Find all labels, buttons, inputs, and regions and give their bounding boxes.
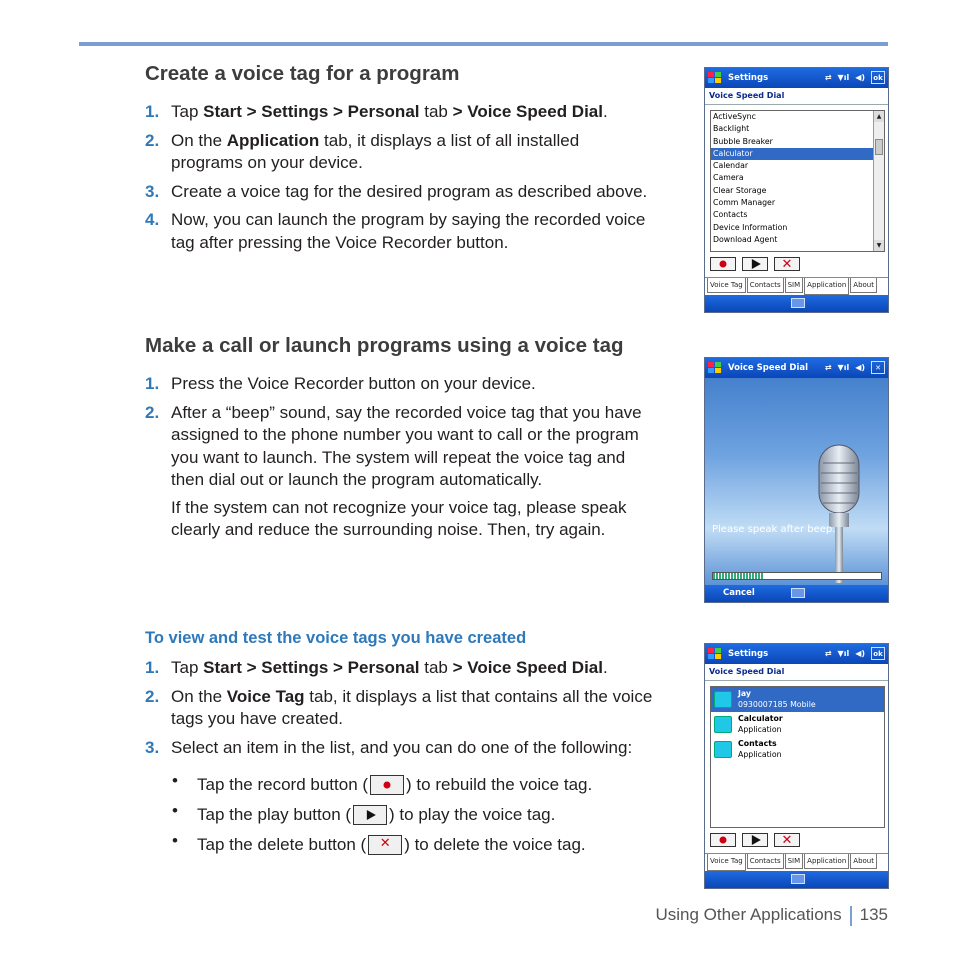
list-item[interactable]: Comm Manager: [713, 198, 776, 208]
step-text: Application: [226, 130, 320, 150]
step-text: .: [602, 102, 608, 121]
tab-voice-tag[interactable]: Voice Tag: [707, 854, 746, 871]
voice-tag-icon: [714, 691, 732, 708]
tab-contacts[interactable]: Contacts: [747, 854, 784, 869]
scrollbar[interactable]: ▲ ▼: [873, 111, 884, 251]
step-text: .: [602, 658, 608, 677]
title-bar: Voice Speed Dial ⇄ ▼ıl ◀) ✕: [705, 358, 888, 378]
signal-icon: ▼ıl: [837, 73, 850, 82]
steps-create-voice-tag: [145, 101, 655, 260]
close-icon[interactable]: ✕: [871, 361, 885, 374]
heading-create-voice-tag: Create a voice tag for a program: [145, 62, 460, 85]
tag-detail: Application: [738, 725, 782, 734]
list-item: [145, 737, 685, 760]
signal-icon: ▼ıl: [837, 649, 850, 658]
delete-button[interactable]: ✕: [774, 257, 800, 271]
list-item: 2. After a “beep” sound, say the recorded voice tag that you have assigned to the phone number you want to call or the program you want to launch. The system will repeat the voice tag and then dial out or launch the program automatically. If the system can not recognize your voice tag, please speak clearly and reduce the surrounding noise. Then, try again.: [145, 402, 655, 542]
list-item[interactable]: [711, 687, 884, 712]
steps-view-test: [145, 657, 685, 765]
tab-about[interactable]: About: [850, 278, 877, 293]
signal-icon: ▼ıl: [837, 363, 850, 372]
step-text: tab: [419, 102, 453, 121]
step-number: 3.: [145, 181, 160, 201]
step-text: tab, it displays a list that contains all the voice tags you have created.: [171, 686, 653, 728]
windows-flag-icon: [708, 362, 722, 374]
tag-name: Jay: [738, 689, 752, 698]
step-text: Voice Tag: [226, 686, 305, 706]
step-text: Start > Settings > Personal: [203, 102, 420, 121]
progress-bar: [712, 572, 882, 580]
step-text: Tap: [171, 658, 204, 677]
step-text: tab, it displays a list of all installed programs on your device.: [171, 130, 580, 172]
tag-detail: 0930007185 Mobile: [738, 700, 816, 709]
steps-make-call: [145, 373, 655, 548]
speaker-icon: ◀): [855, 649, 865, 658]
delete-button[interactable]: ✕: [774, 833, 800, 847]
list-item[interactable]: Bubble Breaker: [713, 136, 773, 146]
tab-application[interactable]: Application: [804, 854, 849, 869]
record-button[interactable]: [710, 833, 736, 847]
menu-bar: [705, 871, 888, 888]
heading-make-call: Make a call or launch programs using a voice tag: [145, 334, 624, 357]
subtitle: Voice Speed Dial: [705, 88, 888, 105]
list-item[interactable]: Device Information: [713, 222, 788, 232]
cancel-button[interactable]: Cancel: [723, 588, 755, 598]
microphone-icon: [805, 433, 875, 583]
step-text: Select an item in the list, and you can do one of the following:: [171, 737, 633, 757]
record-button-icon: [370, 775, 404, 795]
list-item: [145, 130, 655, 175]
heading-view-test: To view and test the voice tags you have created: [145, 629, 527, 647]
title-bar: Settings ⇄ ▼ıl ◀) ok: [705, 68, 888, 88]
connectivity-icon: ⇄: [824, 649, 832, 658]
list-item: [145, 101, 655, 124]
ok-button[interactable]: ok: [871, 647, 885, 660]
list-item[interactable]: Camera: [713, 173, 744, 183]
step-number: 1.: [145, 658, 160, 677]
tab-sim[interactable]: SIM: [785, 278, 804, 293]
tab-strip: [705, 853, 889, 870]
windows-flag-icon: [708, 72, 722, 84]
speaker-icon: ◀): [855, 73, 865, 82]
page-footer: Using Other Applications 135: [655, 905, 888, 924]
tab-strip: [705, 277, 889, 294]
step-text: On the: [171, 686, 227, 706]
play-button[interactable]: [742, 833, 768, 847]
tab-contacts[interactable]: Contacts: [747, 278, 784, 293]
step-number: 2.: [145, 686, 160, 706]
tab-sim[interactable]: SIM: [785, 854, 804, 869]
ok-button[interactable]: ok: [871, 71, 885, 84]
tag-name: Contacts: [738, 739, 777, 748]
list-item: 1. Press the Voice Recorder button on your device.: [145, 374, 536, 393]
keyboard-icon[interactable]: [791, 588, 805, 598]
bullet-record: • Tap the record button ( ) to rebuild the voice tag.: [172, 771, 593, 794]
voice-tag-icon: [714, 716, 732, 733]
step-text: > Voice Speed Dial: [452, 658, 603, 677]
menu-bar: [705, 295, 888, 312]
list-item[interactable]: Clear Storage: [713, 185, 767, 195]
play-button-icon: [353, 805, 387, 825]
step-text: On the: [171, 130, 227, 150]
button-bullets: [172, 770, 692, 860]
list-item: [145, 686, 685, 731]
voice-tag-icon: [714, 741, 732, 758]
step-text: Now, you can launch the program by saying the recorded voice tag after pressing the Voice Recorder button.: [171, 210, 646, 252]
page-number: 135: [859, 905, 888, 924]
list-item[interactable]: [711, 712, 884, 737]
list-item: [145, 181, 655, 204]
tab-voice-tag[interactable]: Voice Tag: [707, 278, 746, 293]
list-item[interactable]: [711, 737, 884, 762]
bullet-delete: • Tap the delete button ( ✕ ) to delete the voice tag.: [172, 831, 586, 854]
speak-prompt: Please speak after beep.: [712, 524, 836, 535]
record-button[interactable]: [710, 257, 736, 271]
step-text: > Voice Speed Dial: [452, 102, 603, 121]
step-number: 4.: [145, 210, 160, 229]
tab-application[interactable]: Application: [804, 278, 849, 295]
delete-button-icon: ✕: [368, 835, 402, 855]
connectivity-icon: ⇄: [824, 363, 832, 372]
connectivity-icon: ⇄: [824, 73, 832, 82]
list-item: [145, 657, 685, 680]
application-list[interactable]: [710, 110, 885, 252]
list-item[interactable]: Calculator: [711, 148, 884, 160]
step-text: Create a voice tag for the desired program as described above.: [171, 181, 648, 201]
step-number: 3.: [145, 737, 160, 757]
list-item[interactable]: Contacts: [713, 210, 748, 220]
screenshot-voice-tag-tab: [704, 643, 889, 889]
speaker-icon: ◀): [855, 363, 865, 372]
tab-about[interactable]: About: [850, 854, 877, 869]
tag-name: Calculator: [738, 714, 783, 723]
step-text: tab: [419, 658, 453, 677]
list-item[interactable]: Backlight: [713, 124, 750, 134]
title-bar: Settings ⇄ ▼ıl ◀) ok: [705, 644, 888, 664]
step-number: 1.: [145, 102, 160, 121]
subtitle: Voice Speed Dial: [705, 664, 888, 681]
list-item: [145, 209, 655, 254]
tag-detail: Application: [738, 750, 782, 759]
step-number: 2.: [145, 130, 160, 150]
top-rule: [79, 42, 888, 46]
note-text: If the system can not recognize your voice tag, please speak clearly and reduce the surrounding noise. Then, try again.: [171, 497, 627, 539]
step-text: Start > Settings > Personal: [203, 658, 420, 677]
play-button[interactable]: [742, 257, 768, 271]
windows-flag-icon: [708, 648, 722, 660]
bullet-play: • Tap the play button ( ) to play the voice tag.: [172, 801, 556, 824]
step-text: Tap: [171, 102, 204, 121]
list-item[interactable]: Download Agent: [713, 234, 778, 244]
screenshot-speak-prompt: [704, 357, 889, 603]
list-item[interactable]: Calendar: [713, 161, 749, 171]
keyboard-icon[interactable]: [791, 874, 805, 884]
list-item[interactable]: ActiveSync: [713, 112, 756, 121]
menu-bar: [705, 585, 888, 602]
voice-tag-list[interactable]: [710, 686, 885, 828]
screenshot-application-tab: [704, 67, 889, 313]
keyboard-icon[interactable]: [791, 298, 805, 308]
